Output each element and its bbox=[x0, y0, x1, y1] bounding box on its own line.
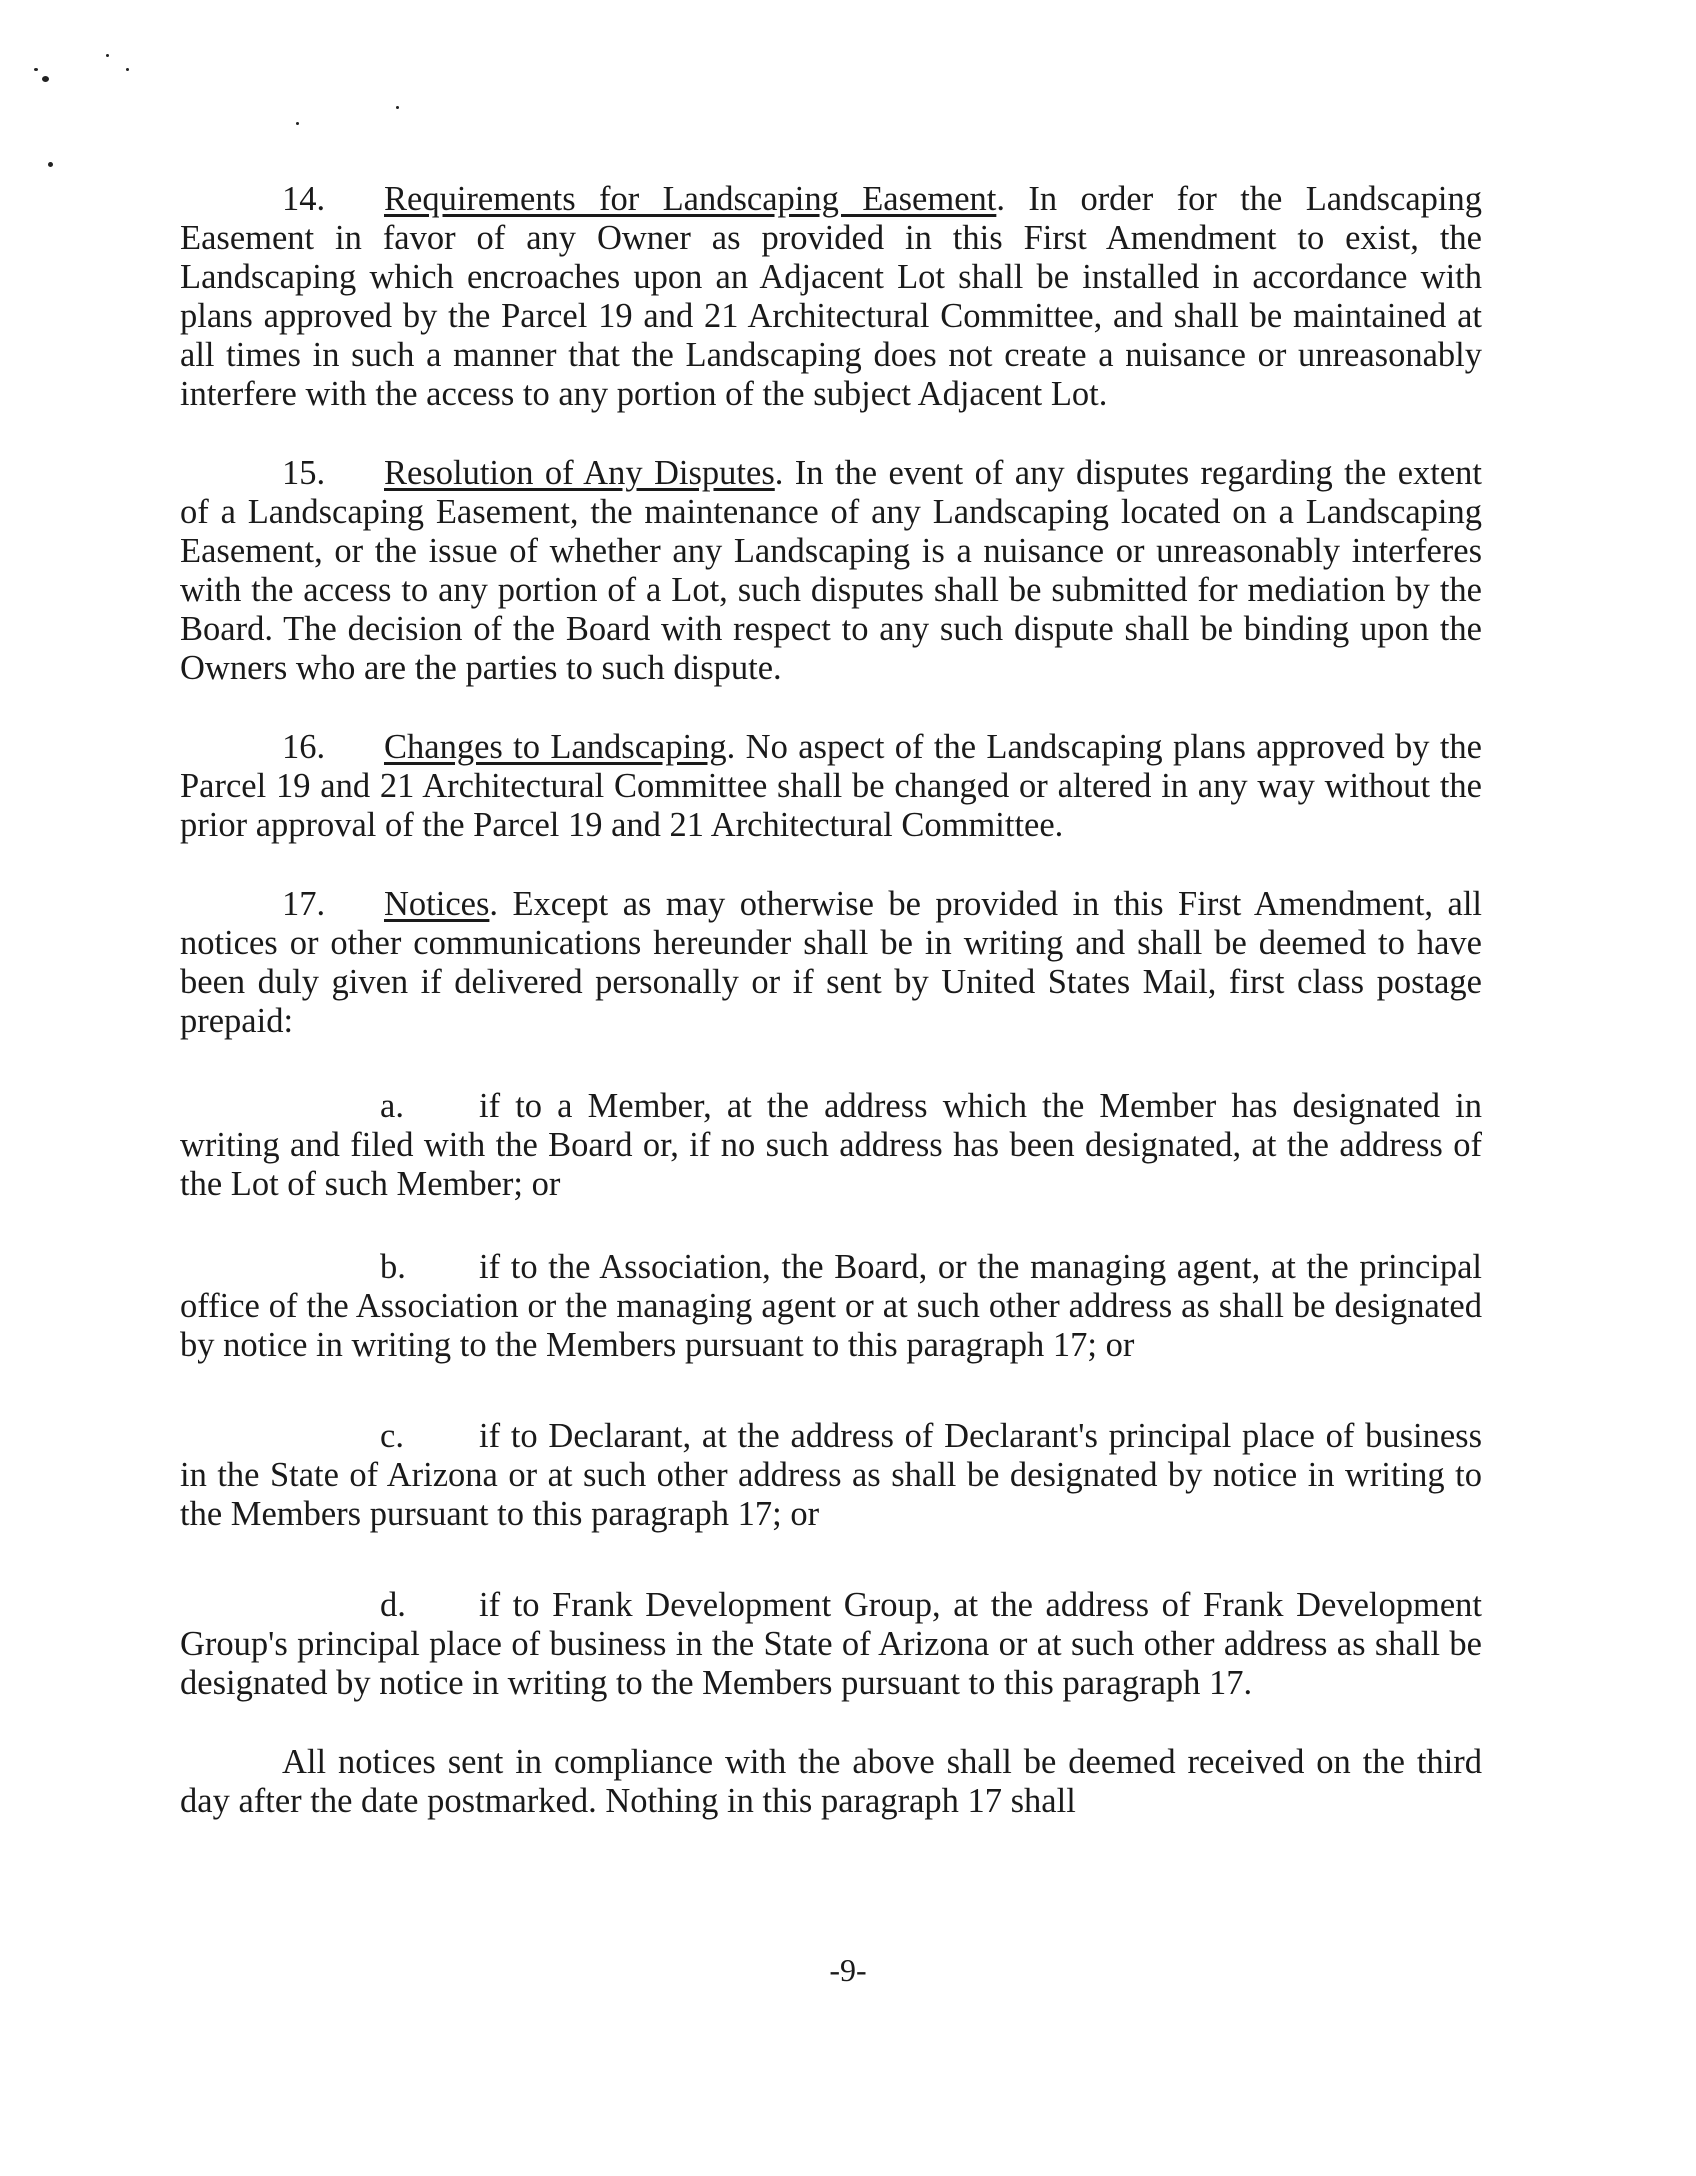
section-text: . In the event of any disputes regarding the extent of a Landscaping Easement, the maintenance of any Landscaping located on a Landscaping Easement, or the issue of whether any Landscaping is a nuisance or unreasonably interferes with the access to any portion of a Lot, such disputes shall be submitted for mediation by the Board. The decision of the Board with respect to any such dispute shall be binding upon the Owners who are the parties to such dispute. bbox=[180, 454, 1482, 687]
scan-speck bbox=[42, 76, 49, 82]
subsection-letter: b. bbox=[380, 1248, 406, 1286]
scan-speck bbox=[126, 68, 129, 71]
subsection-b bbox=[180, 1248, 1482, 1365]
subsection-d bbox=[180, 1586, 1482, 1703]
section-17 bbox=[180, 885, 1482, 1041]
page-number: -9- bbox=[829, 1952, 867, 1988]
subsection-text: if to Declarant, at the address of Declarant's principal place of business in the State of Arizona or at such other address as shall be designated by notice in writing to the Members pursuant to this paragraph 17; or bbox=[180, 1417, 1482, 1533]
closing-text: All notices sent in compliance with the above shall be deemed received on the third day after the date postmarked. Nothing in this paragraph 17 shall bbox=[180, 1743, 1482, 1820]
section-heading: Resolution of Any Disputes bbox=[384, 454, 775, 492]
subsection-letter: c. bbox=[380, 1417, 404, 1455]
section-heading: Requirements for Landscaping Easement bbox=[384, 180, 997, 218]
scan-speck bbox=[106, 54, 109, 57]
section-15 bbox=[180, 454, 1482, 688]
subsection-a bbox=[180, 1087, 1482, 1204]
section-number: 15. bbox=[282, 454, 326, 492]
document-body bbox=[180, 180, 1482, 1861]
section-number: 16. bbox=[282, 728, 326, 766]
section-text: . No aspect of the Landscaping plans approved by the Parcel 19 and 21 Architectural Committee shall be changed or altered in any way without the prior approval of the Parcel 19 and 21 Architectural Committee. bbox=[180, 728, 1482, 844]
subsection-text: if to Frank Development Group, at the address of Frank Development Group's principal place of business in the State of Arizona or at such other address as shall be designated by notice in writing to the Members pursuant to this paragraph 17. bbox=[180, 1586, 1482, 1702]
subsection-letter: a. bbox=[380, 1087, 404, 1125]
section-text: . Except as may otherwise be provided in this First Amendment, all notices or other communications hereunder shall be in writing and shall be deemed to have been duly given if delivered personally or if sent by United States Mail, first class postage prepaid: bbox=[180, 885, 1482, 1040]
subsection-text: if to the Association, the Board, or the managing agent, at the principal office of the Association or the managing agent or at such other address as shall be designated by notice in writing to the Members pursuant to this paragraph 17; or bbox=[180, 1248, 1482, 1364]
subsection-text: if to a Member, at the address which the Member has designated in writing and filed with the Board or, if no such address has been designated, at the address of the Lot of such Member; or bbox=[180, 1087, 1482, 1203]
scan-speck bbox=[396, 106, 399, 109]
section-heading: Changes to Landscaping bbox=[384, 728, 727, 766]
scan-speck bbox=[34, 68, 38, 71]
section-number: 17. bbox=[282, 885, 326, 923]
scan-speck bbox=[48, 162, 53, 167]
section-number: 14. bbox=[282, 180, 326, 218]
closing-paragraph bbox=[180, 1743, 1482, 1821]
section-14 bbox=[180, 180, 1482, 414]
section-heading: Notices bbox=[384, 885, 490, 923]
subsection-letter: d. bbox=[380, 1586, 406, 1624]
section-16 bbox=[180, 728, 1482, 845]
scan-speck bbox=[296, 122, 299, 125]
subsection-c bbox=[180, 1417, 1482, 1534]
section-text: . In order for the Landscaping Easement in favor of any Owner as provided in this First Amendment to exist, the Landscaping which encroaches upon an Adjacent Lot shall be installed in accordance with plans approved by the Parcel 19 and 21 Architectural Committee, and shall be maintained at all times in such a manner that the Landscaping does not create a nuisance or unreasonably interfere with the access to any portion of the subject Adjacent Lot. bbox=[180, 180, 1482, 413]
